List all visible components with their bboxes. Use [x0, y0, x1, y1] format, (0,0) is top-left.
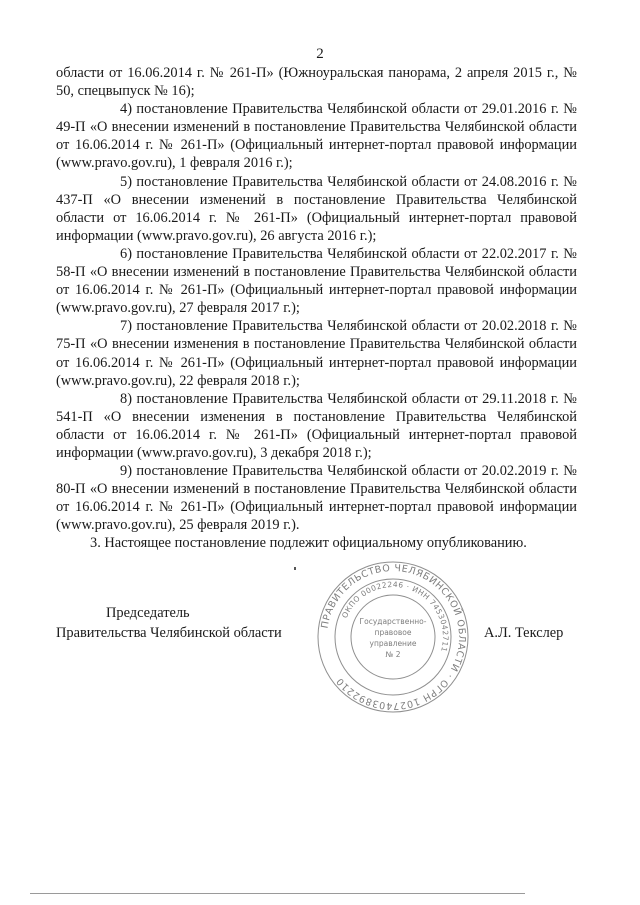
list-item-4: 4) постановление Правительства Челябинской области от 29.01.2016 г. № 49-П «О внесении изменений в постановление Правительства Челябинской области от 16.06.2014 г. № 261-П» (Официальный интернет-портал правовой информации (www.pravo.gov.ru), 1 февраля 2016 г.);: [56, 101, 577, 172]
list-item-7: 7) постановление Правительства Челябинской области от 20.02.2018 г. № 75-П «О внесении изменения в постановление Правительства Челябинской области от 16.06.2014 г. № 261-П» (Официальный интернет-портал правовой информации (www.pravo.gov.ru), 22 февраля 2018 г.);: [56, 318, 577, 389]
official-seal: [316, 560, 470, 714]
footer-rule: [30, 893, 525, 894]
svg-text:ОКПО 00022246 · ИНН 7453042711: ОКПО 00022246 · ИНН 7453042711: [340, 579, 451, 654]
signatory-organization: Правительства Челябинской области: [56, 625, 282, 641]
list-item-6: 6) постановление Правительства Челябинской области от 22.02.2017 г. № 58-П «О внесении изменений в постановление Правительства Челябинской области от 16.06.2014 г. № 261-П» (Официальный интернет-портал правовой информации (www.pravo.gov.ru), 27 февраля 2017 г.);: [56, 245, 577, 317]
svg-text:ПРАВИТЕЛЬСТВО ЧЕЛЯБИНСКОЙ ОБЛА: ПРАВИТЕЛЬСТВО ЧЕЛЯБИНСКОЙ ОБЛАСТИ · ОГРН 1027403892210: [319, 562, 468, 712]
svg-text:№ 2: № 2: [385, 650, 401, 659]
page-number: 2: [316, 46, 324, 62]
scan-speck: [294, 567, 296, 570]
list-item-8: 8) постановление Правительства Челябинской области от 29.11.2018 г. № 541-П «О внесении изменения в постановление Правительства Челябинской области от 16.06.2014 г. № 261-П» (Официальный интернет-портал правовой информации (www.pravo.gov.ru), 3 декабря 2018 г.);: [56, 390, 577, 461]
paragraph-continuation: области от 16.06.2014 г. № 261-П» (Южноуральская панорама, 2 апреля 2015 г., № 50, спецвыпуск № 16);: [56, 65, 577, 100]
signatory-title: Председатель: [106, 605, 190, 621]
svg-text:Государственно-: Государственно-: [359, 617, 427, 626]
list-item-9: 9) постановление Правительства Челябинской области от 20.02.2019 г. № 80-П «О внесении изменений в постановление Правительства Челябинской области от 16.06.2014 г. № 261-П» (Официальный интернет-портал правовой информации (www.pravo.gov.ru), 25 февраля 2019 г.).: [56, 463, 577, 534]
list-item-5: 5) постановление Правительства Челябинской области от 24.08.2016 г. № 437-П «О внесении изменений в постановление Правительства Челябинской области от 16.06.2014 г. № 261-П» (Официальный интернет-портал правовой информации (www.pravo.gov.ru), 26 августа 2016 г.);: [56, 173, 577, 244]
svg-text:правовое: правовое: [374, 628, 412, 637]
signatory-name: А.Л. Текслер: [484, 625, 564, 641]
document-body: [56, 64, 577, 553]
closing-paragraph: 3. Настоящее постановление подлежит официальному опубликованию.: [90, 535, 527, 552]
svg-text:управление: управление: [369, 639, 417, 648]
